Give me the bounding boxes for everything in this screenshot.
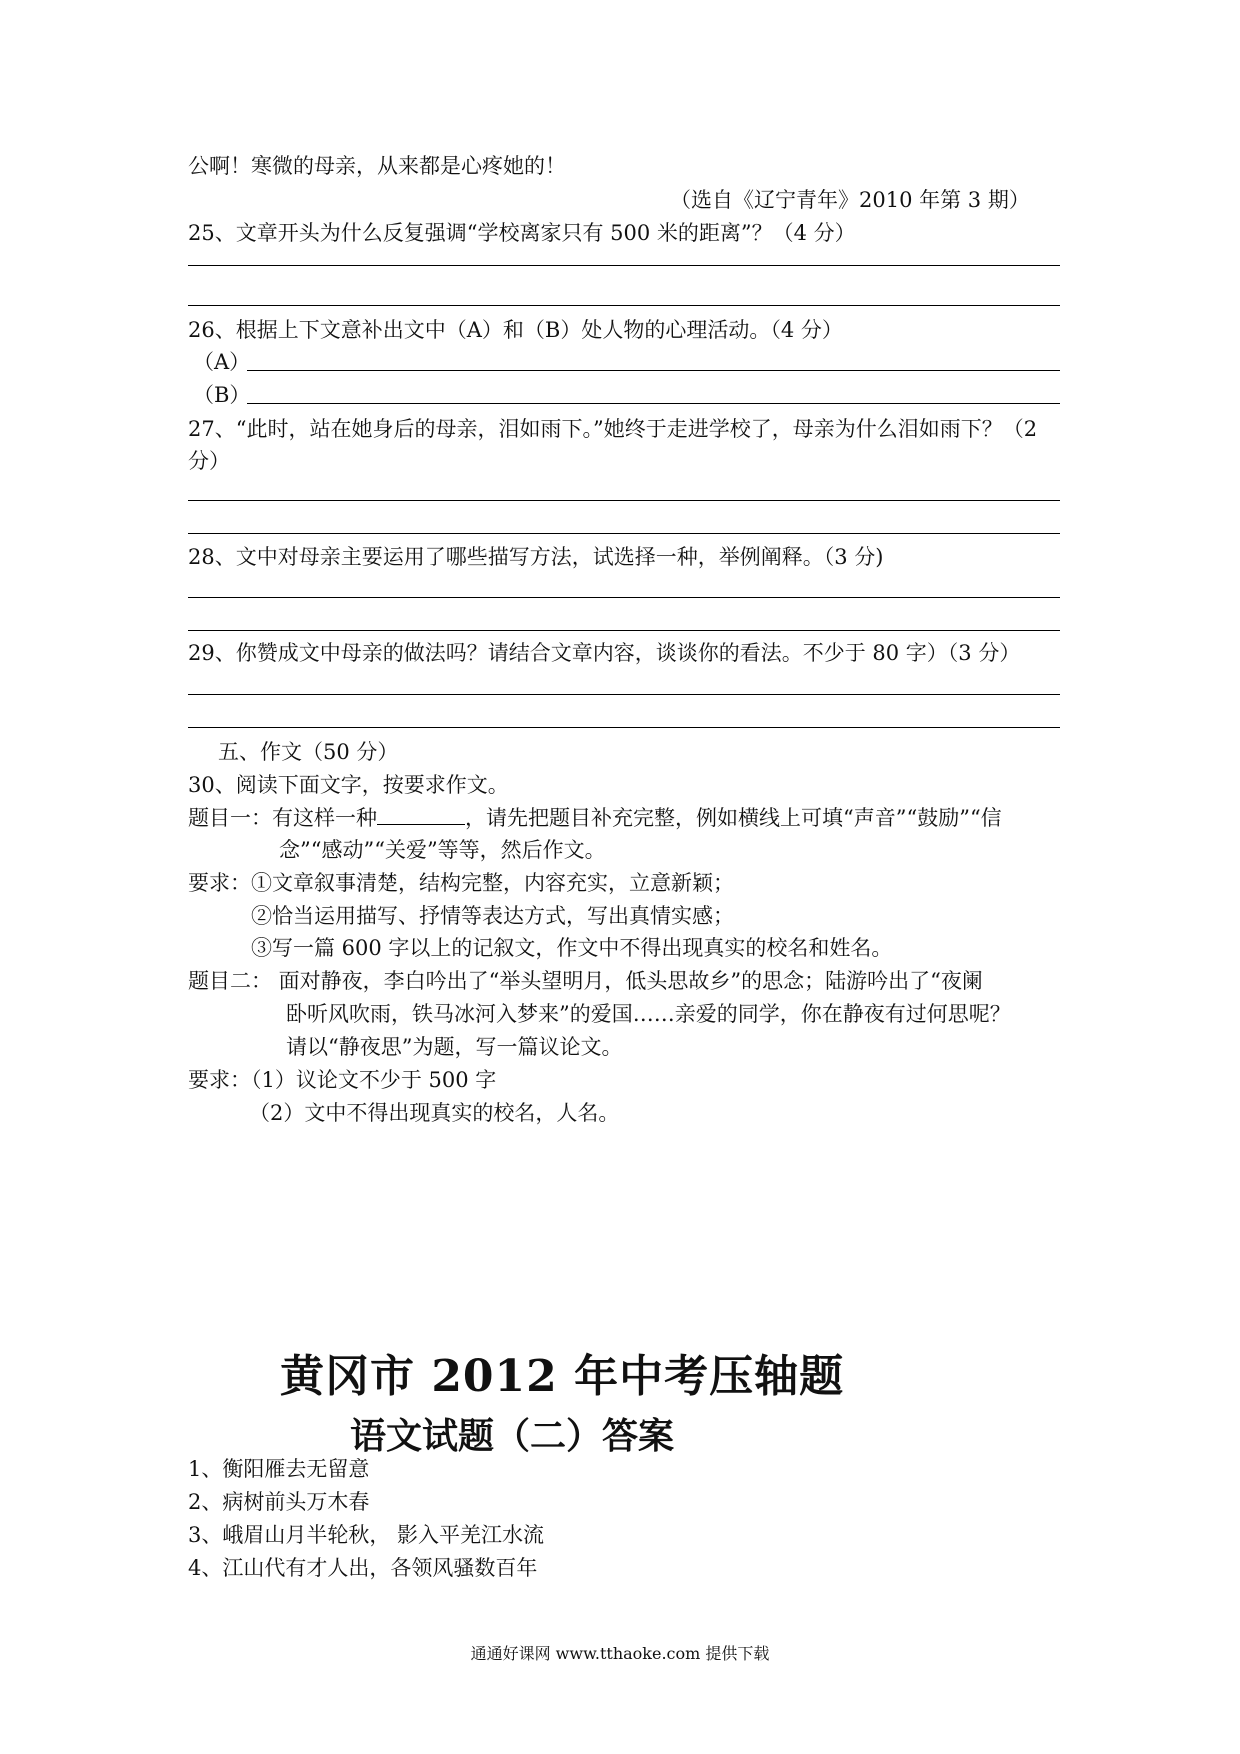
answer-line <box>188 727 1060 728</box>
answer-line <box>188 694 1060 695</box>
topic-1-prefix: 题目一：有这样一种 <box>188 806 377 830</box>
answer-item: 3、峨眉山月半轮秋， 影入平羌江水流 <box>188 1523 545 1547</box>
requirement-1-line3: ③写一篇 600 字以上的记叙文，作文中不得出现真实的校名和姓名。 <box>251 936 893 960</box>
topic-2-line3: 请以“静夜思”为题，写一篇议论文。 <box>286 1035 623 1059</box>
answers-title: 黄冈市 2012 年中考压轴题 <box>280 1351 845 1402</box>
topic-1-suffix: ，请先把题目补充完整，例如横线上可填“声音”“鼓励”“信 <box>465 806 1002 830</box>
question-28: 28、文中对母亲主要运用了哪些描写方法，试选择一种，举例阐释。（3 分) <box>188 545 884 569</box>
page-footer: 通通好课网 www.tthaoke.com 提供下载 <box>470 1644 770 1663</box>
question-29: 29、你赞成文中母亲的做法吗？请结合文章内容，谈谈你的看法。不少于 80 字）（3 分） <box>188 641 1021 665</box>
answer-item: 4、江山代有才人出，各领风骚数百年 <box>188 1556 538 1580</box>
answer-line <box>188 265 1060 266</box>
question-25: 25、文章开头为什么反复强调“学校离家只有 500 米的距离”？（4 分） <box>188 221 856 245</box>
source-citation: （选自《辽宁青年》2010 年第 3 期） <box>670 188 1030 212</box>
topic-1-line1 <box>188 808 1002 829</box>
answer-line-b <box>247 403 1060 404</box>
topic-1-line2: 念”“感动”“关爱”等等，然后作文。 <box>279 838 606 862</box>
answer-line-a <box>247 370 1060 371</box>
question-27-line2: 分） <box>188 449 230 473</box>
requirement-1-line2: ②恰当运用描写、抒情等表达方式，写出真情实感； <box>251 904 734 928</box>
answer-line <box>188 630 1060 631</box>
passage-end-text: 公啊！寒微的母亲，从来都是心疼她的！ <box>188 154 566 178</box>
section-title-composition: 五、作文（50 分） <box>218 740 399 764</box>
requirement-2-line2: （2）文中不得出现真实的校名，人名。 <box>249 1101 620 1125</box>
topic-2-line2: 卧听风吹雨，铁马冰河入梦来”的爱国……亲爱的同学，你在静夜有过何思呢？ <box>286 1002 1011 1026</box>
answer-label-b: （B） <box>193 383 251 407</box>
answer-label-a: （A） <box>193 350 251 374</box>
answer-line <box>188 305 1060 306</box>
question-26: 26、根据上下文意补出文中（A）和（B）处人物的心理活动。（4 分） <box>188 318 843 342</box>
answer-item: 2、病树前头万木春 <box>188 1490 370 1514</box>
answer-line <box>188 597 1060 598</box>
answers-subtitle: 语文试题（二）答案 <box>350 1415 675 1457</box>
question-30: 30、阅读下面文字，按要求作文。 <box>188 773 509 797</box>
answer-item: 1、衡阳雁去无留意 <box>188 1457 370 1481</box>
topic-2-line1: 题目二： 面对静夜，李白吟出了“举头望明月，低头思故乡”的思念；陆游吟出了“夜阑 <box>188 969 983 993</box>
answer-line <box>188 533 1060 534</box>
answer-line <box>188 500 1060 501</box>
fill-in-blank <box>377 808 465 825</box>
requirement-2-line1: 要求：（1）议论文不少于 500 字 <box>188 1068 497 1092</box>
question-27-line1: 27、“此时，站在她身后的母亲，泪如雨下。”她终于走进学校了，母亲为什么泪如雨下？（2 <box>188 417 1038 441</box>
requirement-1-line1: 要求：①文章叙事清楚，结构完整，内容充实，立意新颖； <box>188 871 734 895</box>
